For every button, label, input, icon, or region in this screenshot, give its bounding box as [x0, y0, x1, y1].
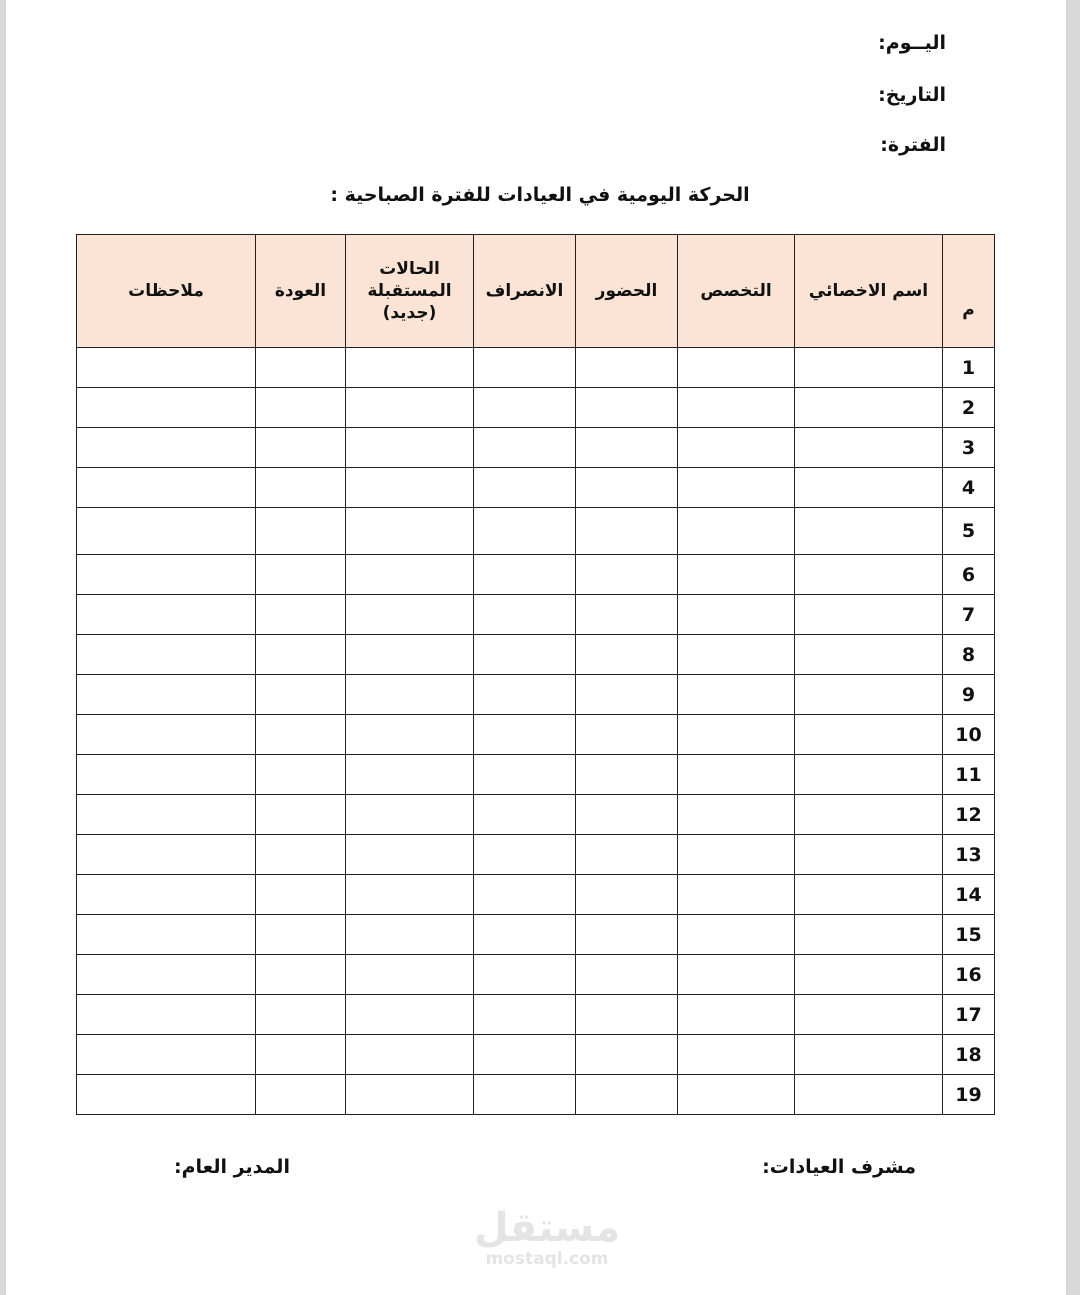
specialty-cell[interactable] — [678, 428, 795, 468]
attendance-cell[interactable] — [576, 755, 678, 795]
attendance-cell[interactable] — [576, 1035, 678, 1075]
departure-cell[interactable] — [474, 675, 576, 715]
watermark-latin-text: mostaql.com — [485, 1249, 609, 1269]
table-row — [77, 715, 995, 755]
received-cases-cell[interactable] — [346, 835, 474, 875]
attendance-cell[interactable] — [576, 875, 678, 915]
return-cell[interactable] — [256, 468, 346, 508]
return-cell[interactable] — [256, 875, 346, 915]
specialist-name-cell[interactable] — [795, 468, 943, 508]
departure-cell[interactable] — [474, 915, 576, 955]
specialty-cell[interactable] — [678, 348, 795, 388]
table-row — [77, 915, 995, 955]
specialty-cell[interactable] — [678, 835, 795, 875]
table-row — [77, 795, 995, 835]
specialist-name-cell[interactable] — [795, 795, 943, 835]
row-number-cell: 8 — [943, 635, 995, 675]
return-cell[interactable] — [256, 755, 346, 795]
received-cases-cell[interactable] — [346, 1075, 474, 1115]
received-cases-line-1: الحالات — [379, 258, 440, 279]
document-title: الحركة اليومية في العيادات للفترة الصباحية : — [330, 184, 750, 206]
departure-cell[interactable] — [474, 508, 576, 555]
departure-cell[interactable] — [474, 635, 576, 675]
row-number-cell: 12 — [943, 795, 995, 835]
notes-cell[interactable] — [77, 555, 256, 595]
row-number-cell: 7 — [943, 595, 995, 635]
specialty-cell[interactable] — [678, 508, 795, 555]
column-header-departure: الانصراف — [474, 235, 576, 348]
return-cell[interactable] — [256, 715, 346, 755]
departure-cell[interactable] — [474, 1035, 576, 1075]
return-cell[interactable] — [256, 835, 346, 875]
received-cases-cell[interactable] — [346, 995, 474, 1035]
column-header-return: العودة — [256, 235, 346, 348]
date-field-label: التاريخ: — [878, 84, 946, 106]
specialty-cell[interactable] — [678, 468, 795, 508]
row-number-cell: 2 — [943, 388, 995, 428]
specialist-name-cell[interactable] — [795, 915, 943, 955]
received-cases-cell[interactable] — [346, 555, 474, 595]
received-cases-cell[interactable] — [346, 755, 474, 795]
table-row — [77, 995, 995, 1035]
specialty-cell[interactable] — [678, 1035, 795, 1075]
attendance-cell[interactable] — [576, 508, 678, 555]
watermark-arabic-text: مستقل — [473, 1205, 621, 1251]
notes-cell[interactable] — [77, 595, 256, 635]
column-header-received-cases — [346, 235, 474, 348]
specialty-cell[interactable] — [678, 595, 795, 635]
departure-cell[interactable] — [474, 835, 576, 875]
specialist-name-cell[interactable] — [795, 715, 943, 755]
specialist-name-cell[interactable] — [795, 388, 943, 428]
notes-cell[interactable] — [77, 468, 256, 508]
departure-cell[interactable] — [474, 995, 576, 1035]
notes-cell[interactable] — [77, 1075, 256, 1115]
table-row — [77, 468, 995, 508]
received-cases-cell[interactable] — [346, 428, 474, 468]
notes-cell[interactable] — [77, 955, 256, 995]
column-header-num: م — [943, 235, 995, 348]
departure-cell[interactable] — [474, 428, 576, 468]
table-row — [77, 635, 995, 675]
table-row — [77, 555, 995, 595]
table-row — [77, 595, 995, 635]
return-cell[interactable] — [256, 388, 346, 428]
specialty-cell[interactable] — [678, 715, 795, 755]
notes-cell[interactable] — [77, 995, 256, 1035]
attendance-cell[interactable] — [576, 428, 678, 468]
specialty-cell[interactable] — [678, 915, 795, 955]
row-number-cell: 13 — [943, 835, 995, 875]
daily-movement-table — [76, 234, 995, 1115]
specialty-cell[interactable] — [678, 995, 795, 1035]
return-cell[interactable] — [256, 595, 346, 635]
general-manager-signature-label: المدير العام: — [174, 1156, 290, 1178]
departure-cell[interactable] — [474, 715, 576, 755]
column-header-specialty: التخصص — [678, 235, 795, 348]
specialist-name-cell[interactable] — [795, 675, 943, 715]
return-cell[interactable] — [256, 508, 346, 555]
column-header-attendance: الحضور — [576, 235, 678, 348]
return-cell[interactable] — [256, 995, 346, 1035]
specialist-name-cell[interactable] — [795, 755, 943, 795]
day-field-label: اليــوم: — [878, 32, 946, 54]
attendance-cell[interactable] — [576, 555, 678, 595]
table-row — [77, 1075, 995, 1115]
row-number-cell: 11 — [943, 755, 995, 795]
notes-cell[interactable] — [77, 795, 256, 835]
table-row — [77, 508, 995, 555]
received-cases-cell[interactable] — [346, 388, 474, 428]
attendance-cell[interactable] — [576, 915, 678, 955]
received-cases-cell[interactable] — [346, 715, 474, 755]
document-page — [6, 0, 1066, 1295]
specialty-cell[interactable] — [678, 1075, 795, 1115]
period-field-label: الفترة: — [880, 134, 946, 156]
attendance-cell[interactable] — [576, 675, 678, 715]
return-cell[interactable] — [256, 955, 346, 995]
specialty-cell[interactable] — [678, 955, 795, 995]
notes-cell[interactable] — [77, 835, 256, 875]
notes-cell[interactable] — [77, 915, 256, 955]
return-cell[interactable] — [256, 428, 346, 468]
attendance-cell[interactable] — [576, 795, 678, 835]
specialty-cell[interactable] — [678, 875, 795, 915]
specialty-cell[interactable] — [678, 388, 795, 428]
table-row — [77, 348, 995, 388]
attendance-cell[interactable] — [576, 635, 678, 675]
row-number-cell: 6 — [943, 555, 995, 595]
row-number-cell: 3 — [943, 428, 995, 468]
departure-cell[interactable] — [474, 875, 576, 915]
row-number-cell: 16 — [943, 955, 995, 995]
notes-cell[interactable] — [77, 715, 256, 755]
departure-cell[interactable] — [474, 348, 576, 388]
specialty-cell[interactable] — [678, 755, 795, 795]
specialist-name-cell[interactable] — [795, 595, 943, 635]
return-cell[interactable] — [256, 1035, 346, 1075]
specialty-cell[interactable] — [678, 555, 795, 595]
notes-cell[interactable] — [77, 755, 256, 795]
attendance-cell[interactable] — [576, 1075, 678, 1115]
row-number-cell: 4 — [943, 468, 995, 508]
table-row — [77, 675, 995, 715]
departure-cell[interactable] — [474, 388, 576, 428]
attendance-cell[interactable] — [576, 955, 678, 995]
departure-cell[interactable] — [474, 795, 576, 835]
table-header-row — [77, 235, 995, 348]
return-cell[interactable] — [256, 555, 346, 595]
attendance-cell[interactable] — [576, 595, 678, 635]
departure-cell[interactable] — [474, 1075, 576, 1115]
received-cases-cell[interactable] — [346, 1035, 474, 1075]
table-row — [77, 955, 995, 995]
attendance-cell[interactable] — [576, 995, 678, 1035]
row-number-cell: 1 — [943, 348, 995, 388]
return-cell[interactable] — [256, 915, 346, 955]
row-number-cell: 15 — [943, 915, 995, 955]
departure-cell[interactable] — [474, 468, 576, 508]
return-cell[interactable] — [256, 795, 346, 835]
received-cases-cell[interactable] — [346, 635, 474, 675]
notes-cell[interactable] — [77, 875, 256, 915]
attendance-cell[interactable] — [576, 388, 678, 428]
row-number-cell: 14 — [943, 875, 995, 915]
row-number-cell: 18 — [943, 1035, 995, 1075]
attendance-cell[interactable] — [576, 348, 678, 388]
table-row — [77, 428, 995, 468]
specialty-cell[interactable] — [678, 795, 795, 835]
specialist-name-cell[interactable] — [795, 995, 943, 1035]
return-cell[interactable] — [256, 675, 346, 715]
row-number-cell: 5 — [943, 508, 995, 555]
notes-cell[interactable] — [77, 348, 256, 388]
table-row — [77, 875, 995, 915]
notes-cell[interactable] — [77, 635, 256, 675]
table-row — [77, 388, 995, 428]
notes-cell[interactable] — [77, 1035, 256, 1075]
received-cases-cell[interactable] — [346, 795, 474, 835]
departure-cell[interactable] — [474, 955, 576, 995]
departure-cell[interactable] — [474, 595, 576, 635]
table-row — [77, 1035, 995, 1075]
notes-cell[interactable] — [77, 388, 256, 428]
attendance-cell[interactable] — [576, 715, 678, 755]
received-cases-cell[interactable] — [346, 468, 474, 508]
received-cases-line-2: المستقبلة — [367, 280, 452, 301]
row-number-cell: 9 — [943, 675, 995, 715]
specialist-name-cell[interactable] — [795, 555, 943, 595]
departure-cell[interactable] — [474, 555, 576, 595]
specialist-name-cell[interactable] — [795, 508, 943, 555]
received-cases-cell[interactable] — [346, 955, 474, 995]
received-cases-cell[interactable] — [346, 875, 474, 915]
column-header-notes: ملاحظات — [77, 235, 256, 348]
received-cases-line-3: (جديد) — [382, 303, 437, 324]
specialty-cell[interactable] — [678, 635, 795, 675]
attendance-cell[interactable] — [576, 835, 678, 875]
table-row — [77, 835, 995, 875]
specialist-name-cell[interactable] — [795, 875, 943, 915]
specialist-name-cell[interactable] — [795, 955, 943, 995]
received-cases-cell[interactable] — [346, 595, 474, 635]
specialist-name-cell[interactable] — [795, 348, 943, 388]
received-cases-cell[interactable] — [346, 675, 474, 715]
specialist-name-cell[interactable] — [795, 428, 943, 468]
received-cases-cell[interactable] — [346, 348, 474, 388]
row-number-cell: 17 — [943, 995, 995, 1035]
departure-cell[interactable] — [474, 755, 576, 795]
notes-cell[interactable] — [77, 428, 256, 468]
specialist-name-cell[interactable] — [795, 1035, 943, 1075]
return-cell[interactable] — [256, 348, 346, 388]
received-cases-cell[interactable] — [346, 915, 474, 955]
specialist-name-cell[interactable] — [795, 635, 943, 675]
clinics-supervisor-signature-label: مشرف العيادات: — [762, 1156, 916, 1178]
mostaql-watermark — [472, 1206, 622, 1268]
attendance-cell[interactable] — [576, 468, 678, 508]
column-header-specialist-name: اسم الاخصائي — [795, 235, 943, 348]
return-cell[interactable] — [256, 1075, 346, 1115]
specialty-cell[interactable] — [678, 675, 795, 715]
notes-cell[interactable] — [77, 675, 256, 715]
row-number-cell: 19 — [943, 1075, 995, 1115]
notes-cell[interactable] — [77, 508, 256, 555]
specialist-name-cell[interactable] — [795, 1075, 943, 1115]
specialist-name-cell[interactable] — [795, 835, 943, 875]
table-row — [77, 755, 995, 795]
row-number-cell: 10 — [943, 715, 995, 755]
return-cell[interactable] — [256, 635, 346, 675]
received-cases-cell[interactable] — [346, 508, 474, 555]
table-body — [77, 348, 995, 1115]
